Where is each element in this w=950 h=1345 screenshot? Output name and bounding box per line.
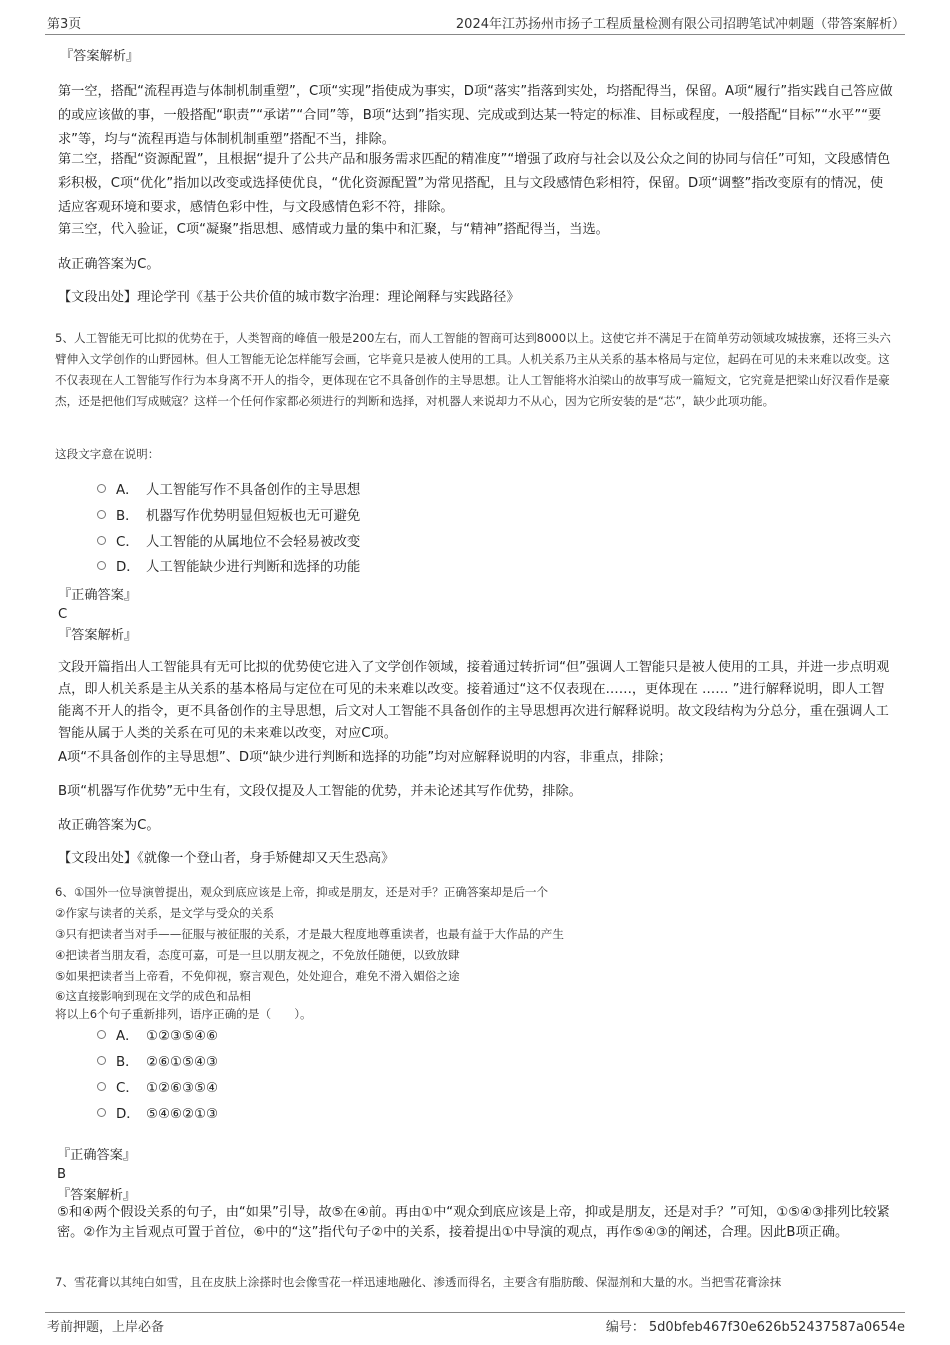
document-id [606, 1316, 905, 1335]
source-citation: 【文段出处】《就像一个登山者，身手矫健却又天生恐高》 [58, 851, 395, 866]
footer-divider [45, 1312, 905, 1313]
question-line: ⑤如果把读者当上帝看，不免仰视，察言观色，处处迎合，难免不滑入媚俗之途 [55, 969, 460, 983]
correct-answer: C [58, 607, 68, 622]
analysis-heading: 『答案解析』 [60, 49, 140, 64]
analysis-paragraph: 第二空，搭配“资源配置”，且根据“提升了公共产品和服务需求匹配的精准度”“增强了政府与社会以及公众之间的协同与信任”可知，文段感情色彩积极，C项“优化”指加以改变或选择使优良，“优化资源配置”为常见搭配，且与文段感情色彩相符，保留。D项“调整”指改变原有的情况，使适应客观环境和要求，感情色彩中性，与文段感情色彩不符，排除。 [58, 152, 891, 215]
option-a[interactable]: A． ①②③⑤④⑥ [97, 1027, 218, 1047]
radio-button-icon[interactable] [97, 484, 106, 493]
analysis-paragraph: 文段开篇指出人工智能具有无可比拟的优势使它进入了文学创作领域，接着通过转折词“但”强调人工智能只是被人使用的工具，并进一步点明观点，即人机关系是主从关系的基本格局与定位在可见的未来难以改变。接着通过“这不仅表现在……，更体现在 …… ”进行解释说明，即人工智能离不开人的指令，更不具备创作的主导思想，后文对人工智能不具备创作的主导思想再次进行解释说明。故文段结构为分总分，重在强调人工智能从属于人类的关系在可见的未来难以改变，对应C项。 [58, 660, 890, 741]
header-divider [45, 34, 905, 35]
answer-conclusion: 故正确答案为C。 [58, 818, 160, 833]
document-id-code: 5d0bfeb467f30e626b52437587a0654e [648, 1320, 905, 1335]
source-citation: 【文段出处】理论学刊《基于公共价值的城市数字治理：理论阐释与实践路径》 [58, 290, 520, 305]
radio-button-icon[interactable] [97, 1108, 106, 1117]
footer-slogan: 考前押题，上岸必备 [47, 1320, 165, 1335]
analysis-heading: 『答案解析』 [57, 1188, 137, 1203]
radio-button-icon[interactable] [97, 561, 106, 570]
radio-button-icon[interactable] [97, 536, 106, 545]
question-prompt: 这段文字意在说明： [55, 447, 160, 461]
radio-button-icon[interactable] [97, 1082, 106, 1091]
analysis-paragraph: B项“机器写作优势”无中生有，文段仅提及人工智能的优势，并未论述其写作优势，排除。 [58, 784, 582, 799]
option-a[interactable]: A． 人工智能写作不具备创作的主导思想 [97, 481, 360, 501]
analysis-paragraph: 第一空，搭配“流程再造与体制机制重塑”，C项“实现”指使成为事实，D项“落实”指落到实处，均搭配得当，保留。A项“履行”指实践自己答应做的或应该做的事，一般搭配“职责”“承诺”“合同”等，B项“达到”指实现、完成或到达某一特定的标准、目标或程度，一般搭配“目标”“水平”“要求”等，均与“流程再造与体制机制重塑”搭配不当，排除。 [58, 84, 893, 147]
answer-conclusion: 故正确答案为C。 [58, 257, 160, 272]
question-stem: 5、人工智能无可比拟的优势在于，人类智商的峰值一般是200左右，而人工智能的智商可达到8000以上。这使它并不满足于在简单劳动领域攻城拔寨，还将三头六臂伸入文学创作的山野园林。但人工智能无论怎样能写会画，它毕竟只是被人使用的工具。人机关系乃主从关系的基本格局与定位，起码在可见的未来难以改变。这不仅表现在人工智能写作行为本身离不开人的指令，更体现在它不具备创作的主导思想。让人工智能将水泊梁山的故事写成一篇短文，它究竟是把梁山好汉看作是豪杰，还是把他们写成贼寇？这样一个任何作家都必须进行的判断和选择，对机器人来说却力不从心，因为它所安装的是“芯”，缺少此项功能。 [55, 331, 891, 408]
radio-button-icon[interactable] [97, 510, 106, 519]
radio-button-icon[interactable] [97, 1030, 106, 1039]
option-d[interactable]: D． ⑤④⑥②①③ [97, 1105, 218, 1125]
question-line: ④把读者当朋友看，态度可嘉，可是一旦以朋友视之，不免放任随便，以致放肆 [55, 948, 460, 962]
correct-answer-heading: 『正确答案』 [58, 588, 138, 603]
analysis-heading: 『答案解析』 [58, 628, 138, 643]
option-c[interactable]: C． ①②⑥③⑤④ [97, 1079, 218, 1099]
question-line: ②作家与读者的关系，是文学与受众的关系 [55, 906, 275, 920]
option-b[interactable]: B． ②⑥①⑤④③ [97, 1053, 218, 1073]
correct-answer: B [57, 1167, 67, 1182]
option-b[interactable]: B． 机器写作优势明显但短板也无可避免 [97, 507, 360, 527]
correct-answer-heading: 『正确答案』 [57, 1148, 137, 1163]
question-prompt: 将以上6个句子重新排列，语序正确的是（ ）。 [55, 1007, 312, 1021]
question-line: ③只有把读者当对手——征服与被征服的关系，才是最大程度地尊重读者，也最有益于大作品的产生 [55, 927, 564, 941]
analysis-paragraph: 第三空，代入验证，C项“凝聚”指思想、感情或力量的集中和汇聚，与“精神”搭配得当，当选。 [58, 222, 609, 237]
analysis-paragraph: A项“不具备创作的主导思想”、D项“缺少进行判断和选择的功能”均对应解释说明的内容，非重点，排除； [58, 750, 672, 765]
question-stem: 7、雪花膏以其纯白如雪，且在皮肤上涂搽时也会像雪花一样迅速地融化、渗透而得名，主要含有脂肪酸、保湿剂和大量的水。当把雪花膏涂抹 [55, 1275, 782, 1289]
option-d[interactable]: D． 人工智能缺少进行判断和选择的功能 [97, 558, 360, 578]
radio-button-icon[interactable] [97, 1056, 106, 1065]
question-line: ⑥这直接影响到现在文学的成色和品相 [55, 989, 251, 1003]
page-number: 第3页 [47, 17, 82, 32]
document-title: 2024年江苏扬州市扬子工程质量检测有限公司招聘笔试冲刺题（带答案解析） [455, 17, 905, 32]
option-c[interactable]: C． 人工智能的从属地位不会轻易被改变 [97, 533, 360, 553]
question-line: 6、①国外一位导演曾提出，观众到底应该是上帝，抑或是朋友，还是对手？正确答案却是后一个 [55, 885, 549, 899]
analysis-paragraph: ⑤和④两个假设关系的句子，由“如果”引导，故⑤在④前。再由①中“观众到底应该是上帝，抑或是朋友，还是对手？”可知，①⑤④③排列比较紧密。②作为主旨观点可置于首位，⑥中的“这”指代句子②中的关系，接着提出①中导演的观点，再作⑤④③的阐述，合理。因此B项正确。 [57, 1205, 890, 1240]
document-id-label: 编号： [605, 1320, 645, 1335]
